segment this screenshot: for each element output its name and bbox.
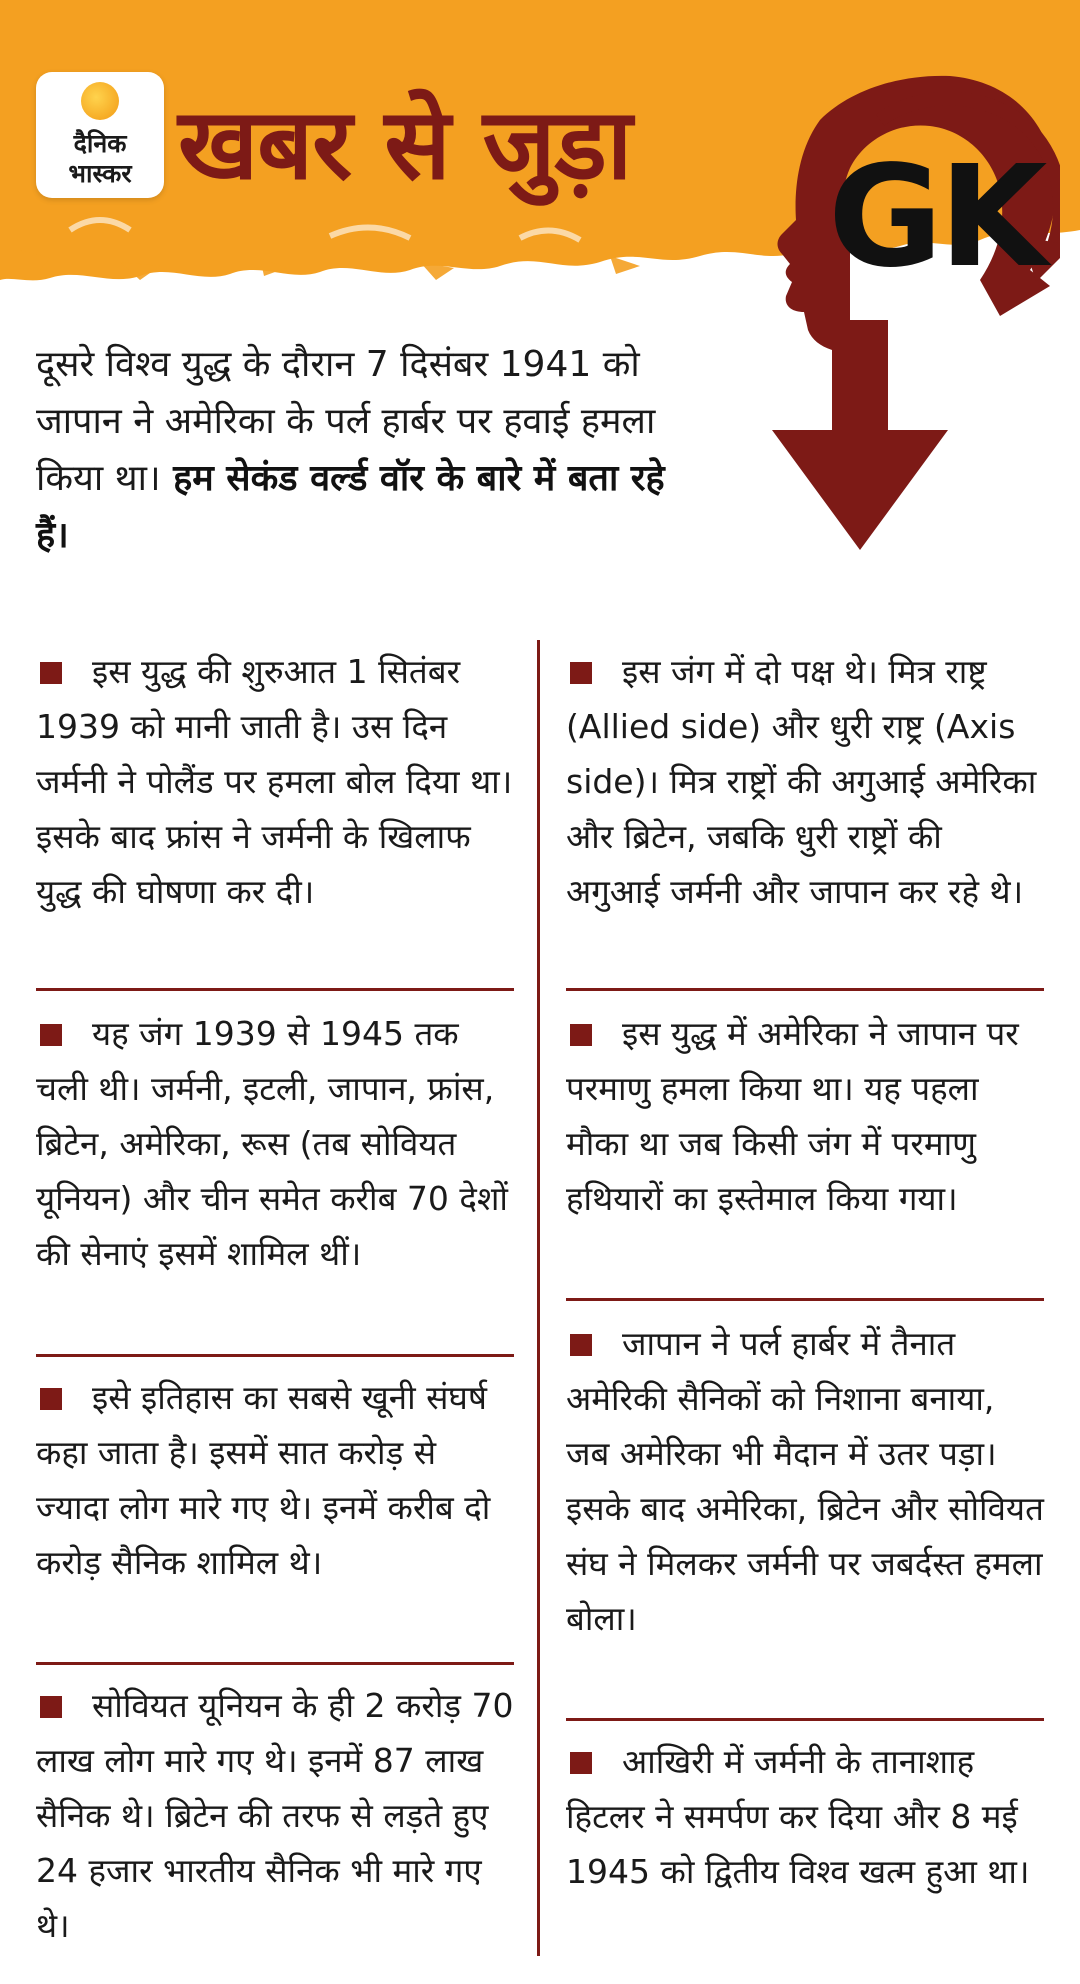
dainik-bhaskar-logo [36,72,164,198]
sun-logo-icon [81,82,119,120]
intro-text: दूसरे विश्व युद्ध के दौरान 7 दिसंबर 1941 को जापान ने अमेरिका के पर्ल हार्बर पर हवाई हमला किया था। [36,344,656,499]
fact-item-right-1 [566,644,1046,919]
intro-paragraph [36,336,676,564]
fact-item-left-2 [36,1006,516,1281]
fact-item-left-4 [36,1678,516,1953]
fact-separator [36,1354,514,1357]
bullet-square-icon [40,1388,62,1410]
fact-text: सोवियत यूनियन के ही 2 करोड़ 70 लाख लोग मारे गए थे। इनमें 87 लाख सैनिक थे। ब्रिटेन की तरफ से लड़ते हुए 24 हजार भारतीय सैनिक भी मारे गए थे। [36,1686,514,1945]
fact-item-right-2 [566,1006,1046,1226]
fact-item-left-3 [36,1370,516,1590]
bullet-square-icon [40,662,62,684]
fact-item-right-4 [566,1734,1046,1899]
fact-separator [566,988,1044,991]
head-silhouette-arrow-graphic [700,50,1060,550]
gk-badge: GK [828,136,1044,299]
fact-separator [566,1718,1044,1721]
bullet-square-icon [40,1696,62,1718]
fact-separator [36,988,514,991]
fact-text: जापान ने पर्ल हार्बर में तैनात अमेरिकी सैनिकों को निशाना बनाया, जब अमेरिका भी मैदान में उतर पड़ा। इसके बाद अमेरिका, ब्रिटेन और सोवियत संघ ने मिलकर जर्मनी पर जबर्दस्त हमला बोला। [566,1324,1044,1638]
bullet-square-icon [570,1334,592,1356]
page-title: खबर से जुड़ा [178,88,632,202]
bullet-square-icon [40,1024,62,1046]
fact-text: इस जंग में दो पक्ष थे। मित्र राष्ट्र (Allied side) और धुरी राष्ट्र (Axis side)। मित्र राष्ट्रों की अगुआई अमेरिका और ब्रिटेन, जबकि धुरी राष्ट्रों की अगुआई जर्मनी और जापान कर रहे थे। [566,652,1037,911]
fact-item-right-3 [566,1316,1046,1646]
fact-item-left-1 [36,644,516,919]
intro-bold-text: हम सेकंड वर्ल्ड वॉर के बारे में बता रहे हैं। [36,458,665,556]
fact-separator [36,1662,514,1665]
fact-text: आखिरी में जर्मनी के तानाशाह हिटलर ने समर्पण कर दिया और 8 मई 1945 को द्वितीय विश्व खत्म हुआ था। [566,1742,1030,1891]
logo-text-line2: भास्कर [68,159,132,188]
logo-text-line1: दैनिक [73,129,127,158]
fact-text: इस युद्ध में अमेरिका ने जापान पर परमाणु हमला किया था। यह पहला मौका था जब किसी जंग में परमाणु हथियारों का इस्तेमाल किया गया। [566,1014,1019,1218]
fact-text: इसे इतिहास का सबसे खूनी संघर्ष कहा जाता है। इसमें सात करोड़ से ज्यादा लोग मारे गए थे। इनमें करीब दो करोड़ सैनिक शामिल थे। [36,1378,491,1582]
fact-text: यह जंग 1939 से 1945 तक चली थी। जर्मनी, इटली, जापान, फ्रांस, ब्रिटेन, अमेरिका, रूस (तब सोवियत यूनियन) और चीन समेत करीब 70 देशों की सेनाएं इसमें शामिल थीं। [36,1014,508,1273]
fact-separator [566,1298,1044,1301]
column-divider [537,640,540,1956]
fact-text: इस युद्ध की शुरुआत 1 सितंबर 1939 को मानी जाती है। उस दिन जर्मनी ने पोलैंड पर हमला बोल दिया था। इसके बाद फ्रांस ने जर्मनी के खिलाफ युद्ध की घोषणा कर दी। [36,652,513,911]
bullet-square-icon [570,662,592,684]
bullet-square-icon [570,1024,592,1046]
bullet-square-icon [570,1752,592,1774]
